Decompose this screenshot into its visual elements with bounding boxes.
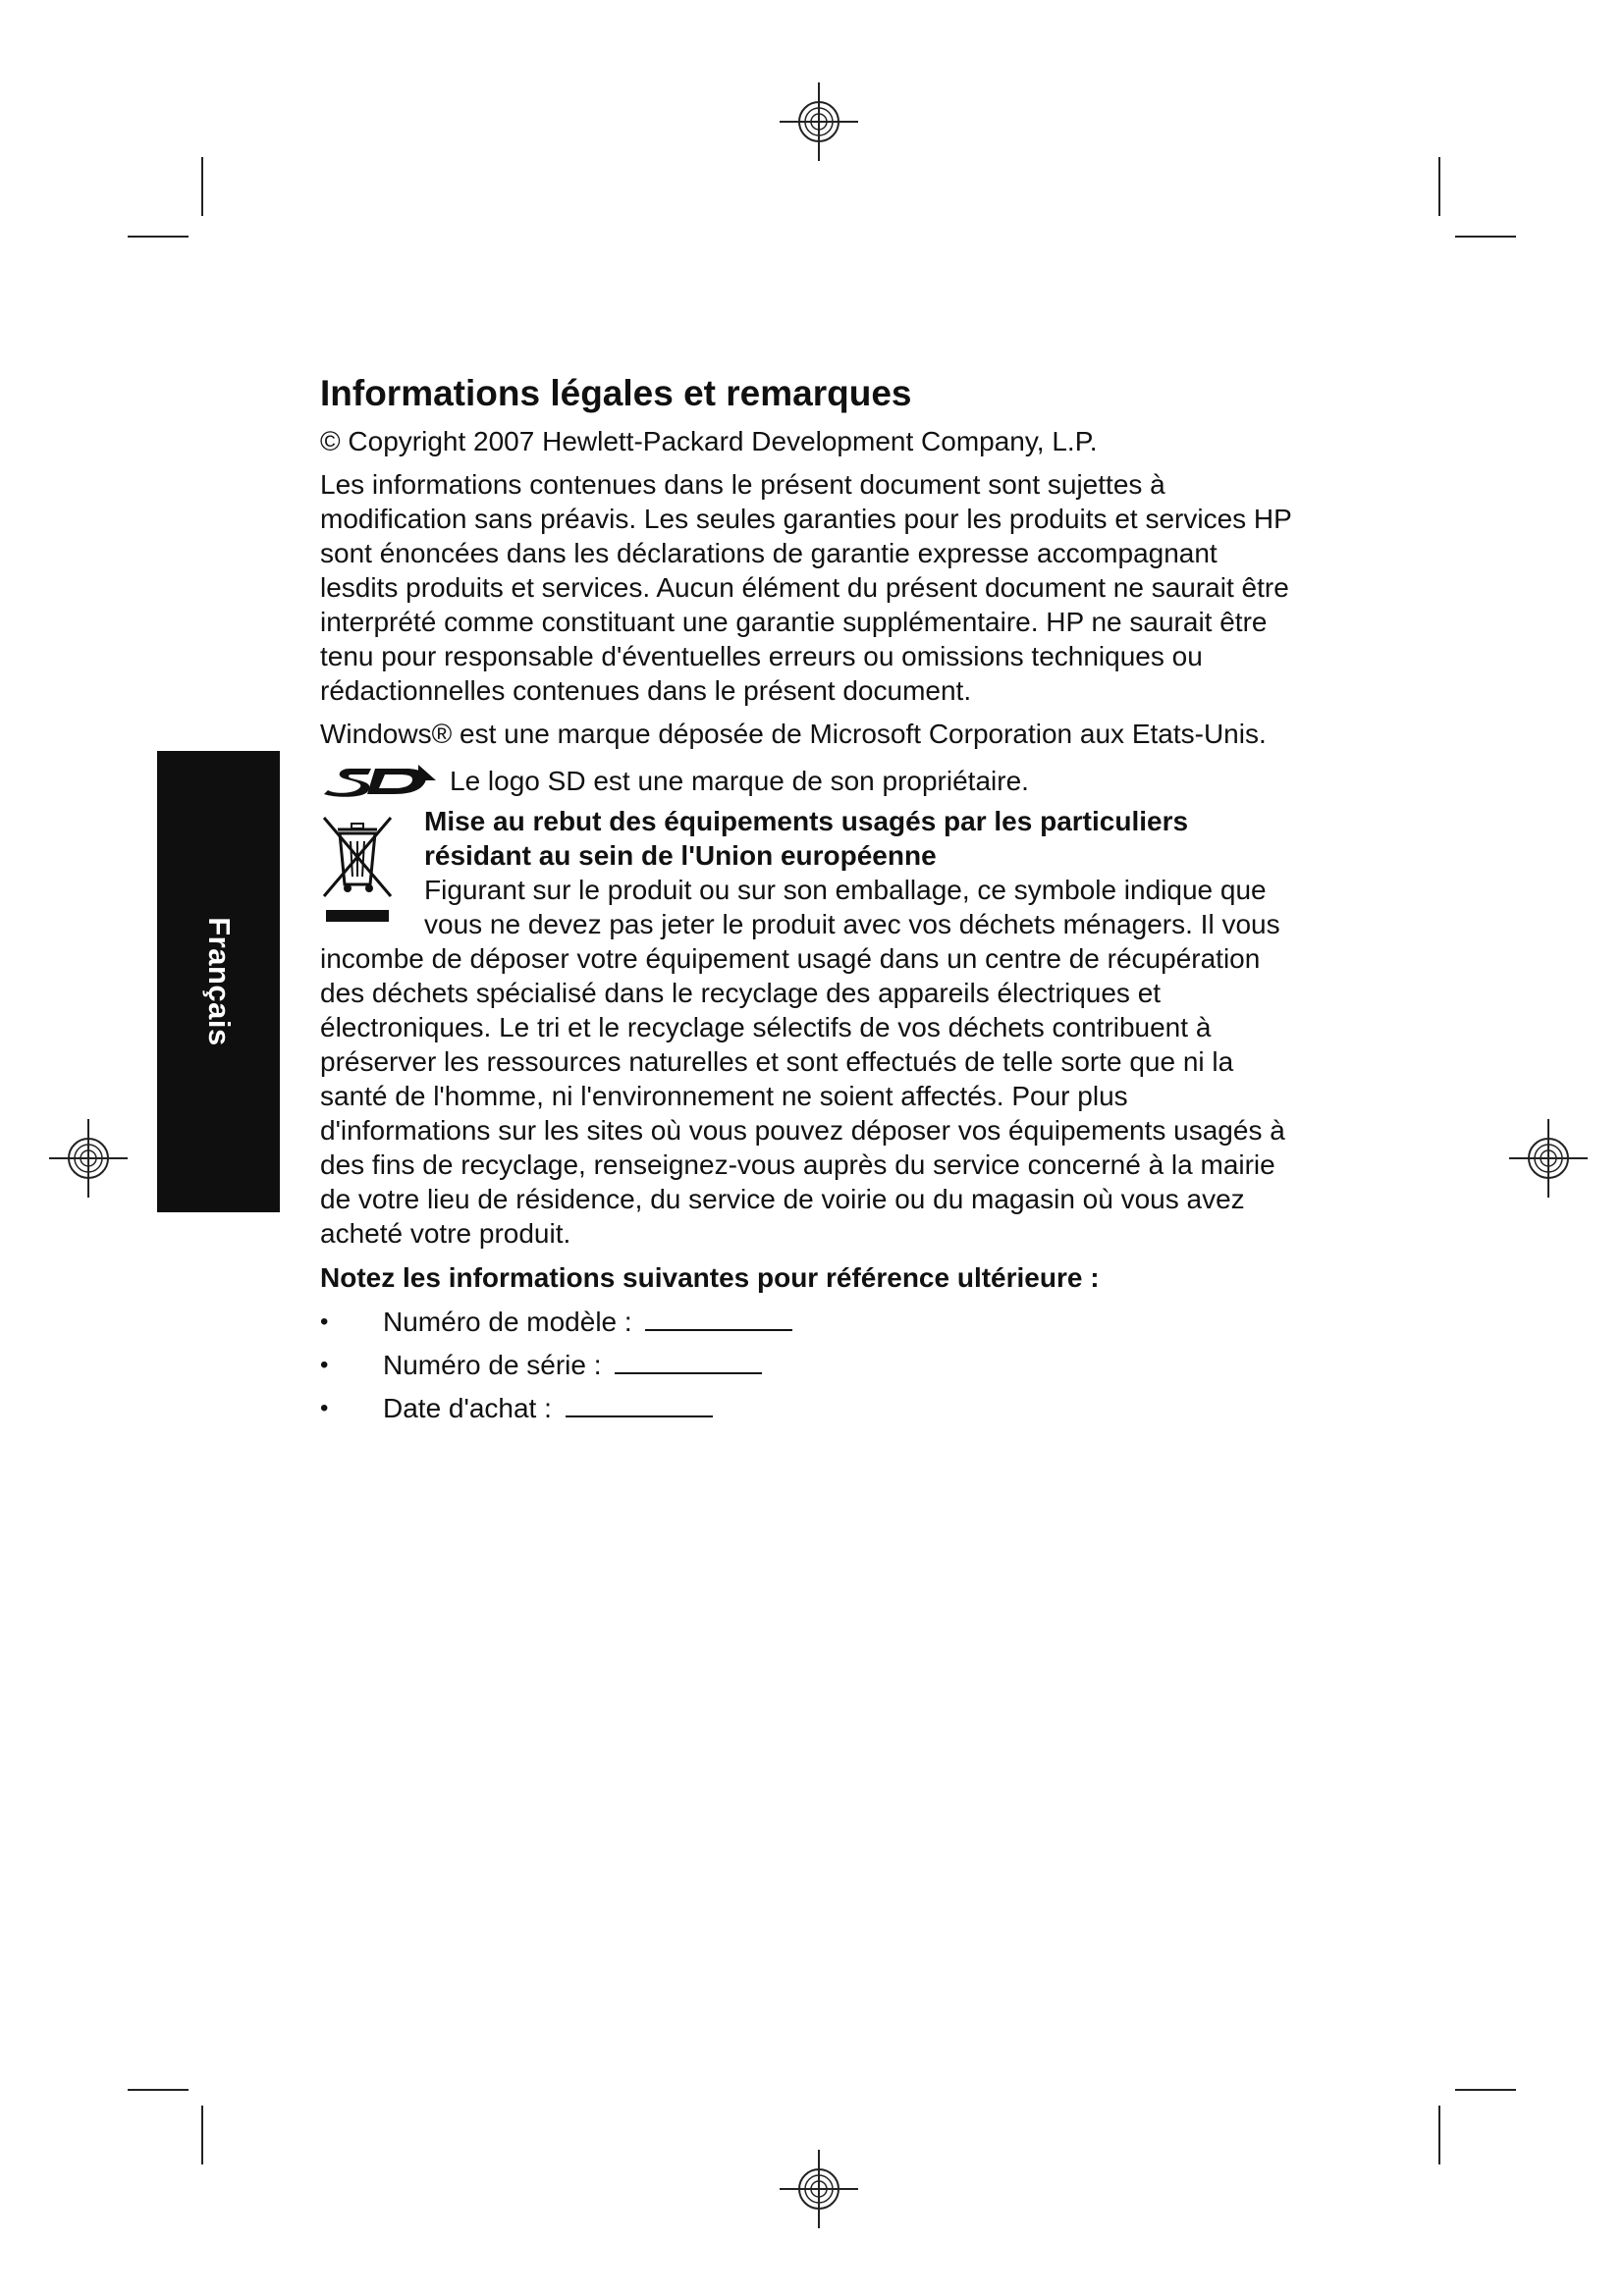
model-number-blank — [645, 1304, 792, 1331]
warranty-paragraph: Les informations contenues dans le présent document sont sujettes à modification sans préavis. Les seules garanties pour les produits et services HP sont énoncées dans les déclarations de garantie expresse accompagnant lesdits produits et services. Aucun élément du présent document ne saurait être interprété comme constituant une garantie supplémentaire. HP ne saurait être tenu pour responsable d'éventuelles erreurs ou omissions techniques ou rédactionnelles contenues dans le présent document. — [320, 469, 1292, 706]
crop-mark — [128, 2089, 189, 2091]
bullet: • — [320, 1308, 329, 1335]
purchase-date-blank — [566, 1390, 713, 1417]
sd-logo-icon — [320, 761, 438, 800]
sd-trademark-line — [320, 761, 1292, 800]
record-info-heading: Notez les informations suivantes pour référence ultérieure : — [320, 1262, 1100, 1293]
crop-mark — [1455, 2089, 1516, 2091]
crop-mark — [1438, 157, 1440, 216]
weee-disposal-section — [320, 804, 1292, 1251]
registration-mark-icon — [49, 1119, 128, 1198]
copyright-line: © Copyright 2007 Hewlett-Packard Development Company, L.P. — [320, 426, 1098, 456]
weee-heading: Mise au rebut des équipements usagés par les particuliers résidant au sein de l'Union européenne — [424, 806, 1189, 871]
crop-mark — [1455, 236, 1516, 238]
serial-number-label: Numéro de série : — [383, 1350, 602, 1380]
list-item — [320, 1301, 1292, 1344]
sd-trademark-text: Le logo SD est une marque de son propriétaire. — [450, 765, 1029, 796]
crop-mark — [1438, 2106, 1440, 2164]
crop-mark — [201, 157, 203, 216]
serial-number-blank — [615, 1347, 762, 1374]
purchase-date-label: Date d'achat : — [383, 1393, 552, 1423]
crop-mark — [201, 2106, 203, 2164]
model-number-label: Numéro de modèle : — [383, 1307, 632, 1337]
legal-notice-section — [320, 371, 1292, 1430]
trademark-paragraph: Windows® est une marque déposée de Microsoft Corporation aux Etats-Unis. — [320, 719, 1267, 749]
crop-mark — [128, 236, 189, 238]
bullet: • — [320, 1395, 329, 1421]
registration-mark-icon — [1509, 1119, 1588, 1198]
language-tab-label: Français — [201, 917, 237, 1046]
list-item — [320, 1344, 1292, 1387]
crossed-out-wheelie-bin-icon — [320, 812, 395, 926]
language-tab — [157, 751, 280, 1212]
record-info-list — [320, 1301, 1292, 1430]
registration-mark-icon — [780, 2150, 858, 2228]
bullet: • — [320, 1352, 329, 1378]
registration-mark-icon — [780, 82, 858, 161]
list-item — [320, 1387, 1292, 1430]
page-title: Informations légales et remarques — [320, 373, 912, 413]
weee-body: Figurant sur le produit ou sur son emballage, ce symbole indique que vous ne devez pas jeter le produit avec vos déchets ménagers. Il vous incombe de déposer votre équipement usagé dans un centre de récupération des déchets spécialisé dans le recyclage des appareils électriques et électroniques. Le tri et le recyclage sélectifs de vos déchets contribuent à préserver les ressources naturelles et sont effectués de telle sorte que ni la santé de l'homme, ni l'environnement ne soient affectés. Pour plus d'informations sur les sites où vous pouvez déposer vos équipements usagés à des fins de recyclage, renseignez-vous auprès du service concerné à la mairie de votre lieu de résidence, du service de voirie ou du magasin où vous avez acheté votre produit. — [320, 875, 1285, 1249]
